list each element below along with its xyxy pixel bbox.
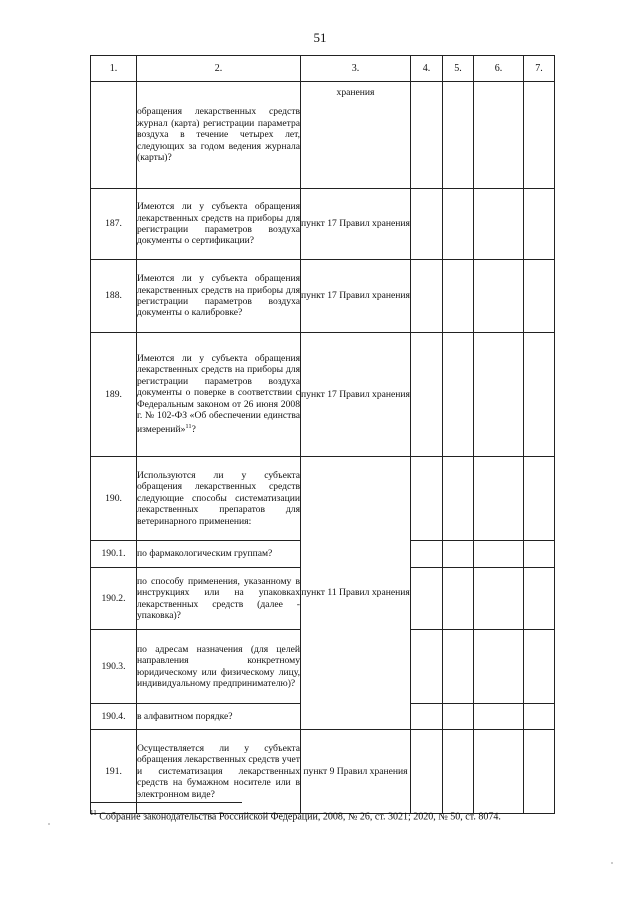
cell-col-5[interactable] [443,730,474,814]
cell-col-5[interactable] [443,189,474,260]
row-question: по фармакологическим группам? [137,541,301,568]
header-col-3: 3. [301,56,411,82]
cell-col-6[interactable] [474,568,524,630]
row-reference: пункт 17 Правил хранения [301,260,411,333]
cell-col-6[interactable] [474,630,524,704]
row-number: 190.4. [91,704,137,730]
cell-col-7[interactable] [524,730,555,814]
cell-col-5[interactable] [443,630,474,704]
header-col-5: 5. [443,56,474,82]
cell-col-5[interactable] [443,704,474,730]
cell-col-7[interactable] [524,189,555,260]
header-col-2: 2. [137,56,301,82]
cell-col-6[interactable] [474,82,524,189]
cell-col-5[interactable] [443,541,474,568]
row-question-text: Имеются ли у субъекта обращения лекарственных средств на приборы для регистрации параметров воздуха документы о поверке в соответствии с Федеральным законом от 26 июня 2008 г. № 102-ФЗ «Об обеспечении единства измерений» [137,352,300,436]
cell-col-6[interactable] [474,333,524,457]
cell-col-4[interactable] [411,541,443,568]
cell-col-5[interactable] [443,568,474,630]
cell-col-6[interactable] [474,730,524,814]
row-number: 190.1. [91,541,137,568]
cell-col-4[interactable] [411,333,443,457]
cell-col-6[interactable] [474,457,524,541]
row-number: 189. [91,333,137,457]
row-question: обращения лекарственных средств журнал (карта) регистрации параметра воздуха в течение четырех лет, следующих за годом ведения журнала (карты)? [137,82,301,189]
row-reference: пункт 17 Правил хранения [301,333,411,457]
checklist-table [90,55,555,814]
cell-col-4[interactable] [411,630,443,704]
footnote-text: Собрание законодательства Российской Федерации, 2008, № 26, ст. 3021; 2020, № 50, ст. 8074. [99,811,501,823]
footnote-marker: 11 [90,809,97,817]
table-row [91,260,555,333]
header-col-7: 7. [524,56,555,82]
cell-col-7[interactable] [524,704,555,730]
row-question: по способу применения, указанному в инструкциях или на упаковках лекарственных средств (далее - упаковка)? [137,568,301,630]
cell-col-5[interactable] [443,333,474,457]
row-question: по адресам назначения (для целей направления конкретному юридическому или физическому лицу, индивидуальному предпринимателю)? [137,630,301,704]
row-reference: пункт 17 Правил хранения [301,189,411,260]
row-question-end: ? [191,424,196,436]
row-number: 187. [91,189,137,260]
row-reference: хранения [301,82,411,189]
cell-col-7[interactable] [524,82,555,189]
cell-col-4[interactable] [411,568,443,630]
cell-col-7[interactable] [524,541,555,568]
cell-col-5[interactable] [443,260,474,333]
cell-col-5[interactable] [443,82,474,189]
cell-col-4[interactable] [411,704,443,730]
header-col-6: 6. [474,56,524,82]
footnote [90,809,590,822]
cell-col-6[interactable] [474,189,524,260]
page-number: 51 [313,30,327,45]
row-number: 191. [91,730,137,814]
footnote-reference: 11 [185,423,192,431]
table-row [91,457,555,541]
header-col-4: 4. [411,56,443,82]
cell-col-7[interactable] [524,333,555,457]
table-row [91,189,555,260]
cell-col-4[interactable] [411,260,443,333]
scan-speck [48,823,50,825]
row-question: Осуществляется ли у субъекта обращения лекарственных средств учет и систематизация лекарственных средств на бумажном носителе или в электронном виде? [137,730,301,814]
row-reference: пункт 9 Правил хранения [301,730,411,814]
cell-col-6[interactable] [474,260,524,333]
row-question: Используются ли у субъекта обращения лекарственных средств следующие способы систематизации лекарственных препаратов для ветеринарного применения: [137,457,301,541]
header-col-1: 1. [91,56,137,82]
footnote-separator [90,802,242,803]
table-row [91,333,555,457]
row-number [91,82,137,189]
cell-col-7[interactable] [524,457,555,541]
cell-col-4[interactable] [411,189,443,260]
header-row [91,56,555,82]
cell-col-4[interactable] [411,457,443,541]
row-question: в алфавитном порядке? [137,704,301,730]
cell-col-4[interactable] [411,82,443,189]
row-number: 190.2. [91,568,137,630]
cell-col-6[interactable] [474,541,524,568]
cell-col-7[interactable] [524,260,555,333]
row-number: 190. [91,457,137,541]
cell-col-7[interactable] [524,568,555,630]
row-question [137,333,301,457]
row-number: 188. [91,260,137,333]
scan-speck [611,862,613,864]
table-row [91,82,555,189]
row-question: Имеются ли у субъекта обращения лекарственных средств на приборы для регистрации параметров воздуха документы о сертификации? [137,189,301,260]
cell-col-4[interactable] [411,730,443,814]
cell-col-6[interactable] [474,704,524,730]
row-reference-merged: пункт 11 Правил хранения [301,457,411,730]
cell-col-7[interactable] [524,630,555,704]
table-row [91,730,555,814]
row-number: 190.3. [91,630,137,704]
cell-col-5[interactable] [443,457,474,541]
row-question: Имеются ли у субъекта обращения лекарственных средств на приборы для регистрации параметров воздуха документы о калибровке? [137,260,301,333]
